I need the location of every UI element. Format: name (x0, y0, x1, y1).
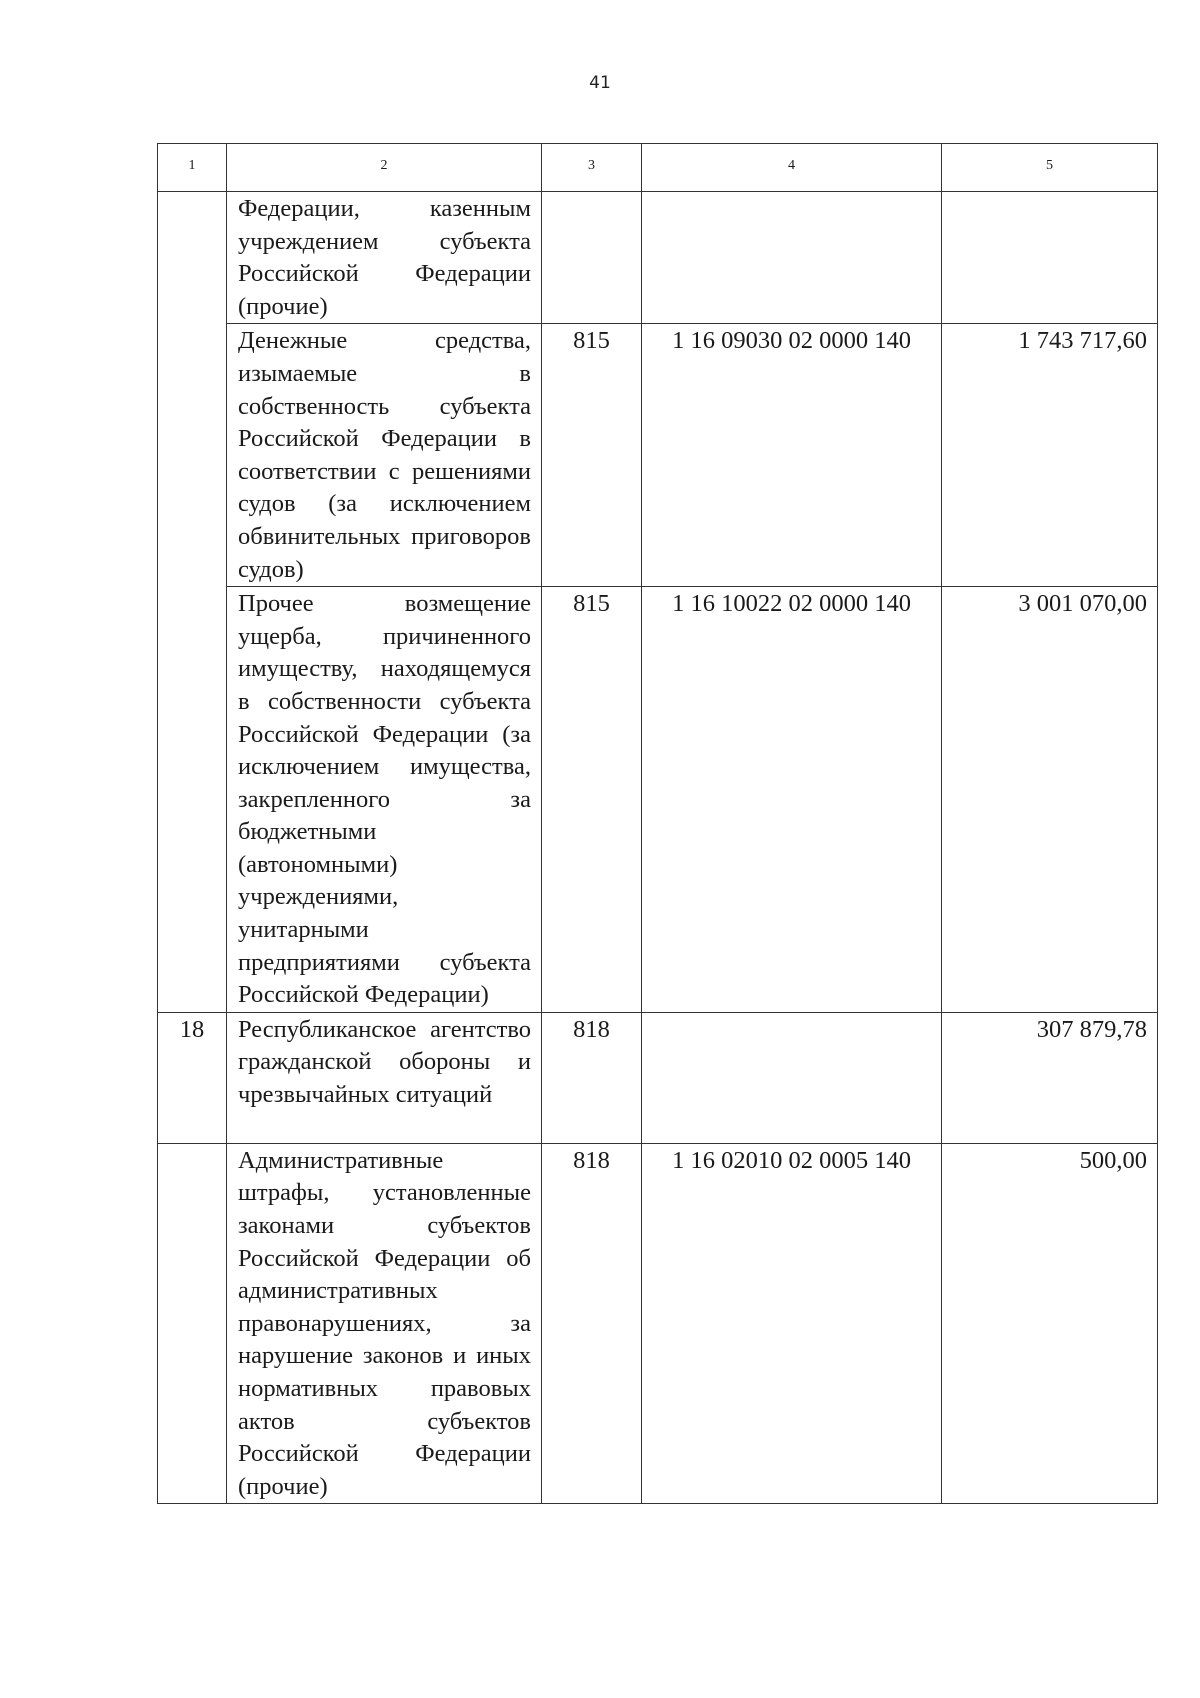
code-cell: 818 (542, 1012, 642, 1143)
row-number-cell: 18 (158, 1012, 227, 1143)
row-number-cell (158, 1143, 227, 1504)
table-header-row (158, 144, 1158, 192)
budget-code-cell: 1 16 02010 02 0005 140 (642, 1143, 942, 1504)
column-header-5: 5 (942, 144, 1158, 192)
table-row (158, 192, 1158, 324)
column-header-3: 3 (542, 144, 642, 192)
row-number-cell (158, 587, 227, 1013)
description-cell: Прочее возмещение ущерба, причиненного имуществу, находящемуся в собственности субъекта Российской Федерации (за исключением имущества, закрепленного за бюджетными (автономными) учреждениями, унитарными предприятиями субъекта Российской Федерации) (227, 587, 542, 1013)
budget-table (157, 143, 1158, 1504)
row-number-cell (158, 324, 227, 587)
description-cell: Административные штрафы, установленные законами субъектов Российской Федерации об административных правонарушениях, за нарушение законов и иных нормативных правовых актов субъектов Российской Федерации (прочие) (227, 1143, 542, 1504)
code-cell (542, 192, 642, 324)
code-cell: 815 (542, 587, 642, 1013)
description-cell: Республиканское агентство гражданской обороны и чрезвычайных ситуаций (227, 1012, 542, 1143)
table-row (158, 1012, 1158, 1143)
amount-cell: 307 879,78 (942, 1012, 1158, 1143)
column-header-2: 2 (227, 144, 542, 192)
amount-cell: 1 743 717,60 (942, 324, 1158, 587)
budget-code-cell: 1 16 10022 02 0000 140 (642, 587, 942, 1013)
amount-cell: 3 001 070,00 (942, 587, 1158, 1013)
code-cell: 815 (542, 324, 642, 587)
table-row (158, 1143, 1158, 1504)
description-cell: Денежные средства, изымаемые в собственность субъекта Российской Федерации в соответствии с решениями судов (за исключением обвинительных приговоров судов) (227, 324, 542, 587)
budget-code-cell (642, 1012, 942, 1143)
table-row (158, 324, 1158, 587)
page-number: 41 (589, 73, 611, 93)
code-cell: 818 (542, 1143, 642, 1504)
amount-cell: 500,00 (942, 1143, 1158, 1504)
column-header-4: 4 (642, 144, 942, 192)
budget-code-cell: 1 16 09030 02 0000 140 (642, 324, 942, 587)
column-header-1: 1 (158, 144, 227, 192)
amount-cell (942, 192, 1158, 324)
table-row (158, 587, 1158, 1013)
budget-code-cell (642, 192, 942, 324)
description-cell: Федерации, казенным учреждением субъекта Российской Федерации (прочие) (227, 192, 542, 324)
row-number-cell (158, 192, 227, 324)
